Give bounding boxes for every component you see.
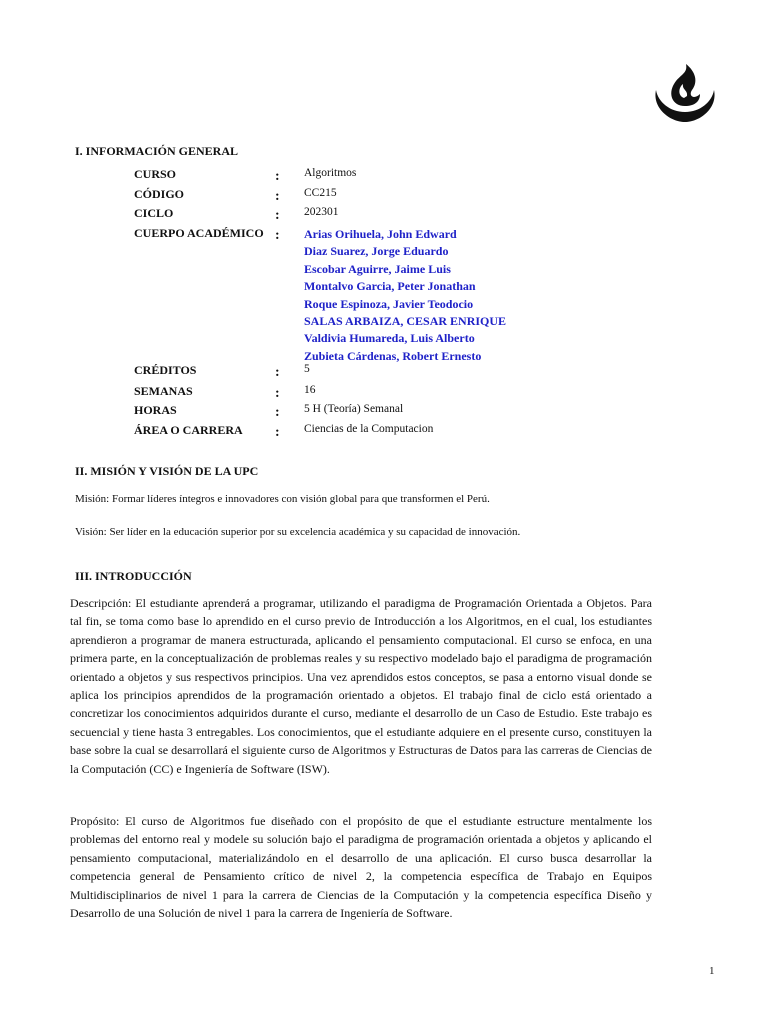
curso-value: Algoritmos — [304, 167, 357, 179]
faculty-list — [304, 226, 506, 365]
colon-separator: : — [275, 189, 280, 204]
curso-label: CURSO — [134, 167, 177, 181]
semanas-label: SEMANAS — [134, 384, 193, 398]
area-label: ÁREA O CARRERA — [134, 423, 243, 437]
colon-separator: : — [275, 425, 280, 440]
colon-separator: : — [275, 386, 280, 401]
section-heading-mision-vision: II. MISIÓN Y VISIÓN DE LA UPC — [75, 464, 259, 478]
faculty-member: Zubieta Cárdenas, Robert Ernesto — [304, 348, 482, 363]
info-row-horas — [134, 403, 694, 421]
faculty-member: Escobar Aguirre, Jaime Luis — [304, 261, 451, 276]
page-number: 1 — [709, 965, 715, 977]
faculty-member: SALAS ARBAIZA, CESAR ENRIQUE — [304, 314, 507, 329]
colon-separator: : — [275, 169, 280, 184]
semanas-value: 16 — [304, 384, 316, 396]
colon-separator: : — [275, 228, 280, 243]
section-heading-introduccion: III. INTRODUCCIÓN — [75, 569, 192, 583]
mision-text: Misión: Formar líderes íntegros e innovadores con visión global para que transformen el Perú. — [75, 493, 490, 505]
colon-separator: : — [275, 365, 280, 380]
info-row-cuerpo-academico — [134, 226, 694, 366]
area-value: Ciencias de la Computacion — [304, 423, 434, 435]
faculty-member: Montalvo Garcia, Peter Jonathan — [304, 279, 476, 294]
horas-value: 5 H (Teoría) Semanal — [304, 403, 404, 415]
cuerpo-academico-label: CUERPO ACADÉMICO — [134, 226, 264, 240]
vision-text: Visión: Ser líder en la educación superior por su excelencia académica y su capacidad de innovación. — [75, 526, 521, 538]
faculty-member: Diaz Suarez, Jorge Eduardo — [304, 244, 449, 259]
info-row-area — [134, 423, 694, 441]
faculty-member: Arias Orihuela, John Edward — [304, 227, 457, 241]
info-row-semanas — [134, 384, 694, 402]
ciclo-value: 202301 — [304, 206, 339, 218]
colon-separator: : — [275, 208, 280, 223]
descripcion-paragraph: Descripción: El estudiante aprenderá a programar, utilizando el paradigma de Programación Orientada a Objetos. Para tal fin, se toma como base lo aprendido en el curso previo de Introducción a los Algoritmos, en el cual, los estudiantes aprendieron a programar de manera estructurada, aplicando el pensamiento computacional. El curso se enfoca, en una primera parte, en la conceptualización de problemas reales y su respectivo modelado bajo el paradigma de programación orientado a objetos y sus respectivos principios. Una vez aprendidos estos conceptos, se pasa a entorno visual donde se aplica los principios aprendidos de la programación orientado a objetos. El trabajo final de ciclo está orientado a concretizar los conocimientos adquiridos durante el curso, mediante el desarrollo de un Caso de Estudio. Este trabajo es secuencial y tiene hasta 3 entregables. Los conocimientos, que el estudiante adquiere en el presente curso, constituyen la base sobre la cual se desarrollará el siguiente curso de Algoritmos y Estructuras de Datos para las carreras de Ciencias de la Computación (CC) e Ingeniería de Software (ISW). — [70, 596, 652, 776]
ciclo-label: CICLO — [134, 206, 174, 220]
proposito-paragraph: Propósito: El curso de Algoritmos fue diseñado con el propósito de que el estudiante estructure mentalmente los problemas del entorno real y modele su solución bajo el paradigma de programación orientada a objetos y aplicando el pensamiento computacional, materializándolo en el desarrollo de una aplicación. El curso busca desarrollar la competencia general de Pensamiento crítico de nivel 2, la competencia específica de Trabajo en Equipos Multidisciplinarios de nivel 1 para la carrera de Ciencias de la Computación y la competencia específica Diseño y Desarrollo de una Solución de nivel 1 para la carrera de Ingeniería de Software. — [70, 814, 652, 921]
codigo-label: CÓDIGO — [134, 187, 185, 201]
faculty-member: Roque Espinoza, Javier Teodocio — [304, 296, 474, 311]
info-row-creditos — [134, 363, 694, 381]
info-row-curso — [134, 167, 694, 185]
faculty-member: Valdivia Humareda, Luis Alberto — [304, 331, 475, 346]
upc-flame-logo-icon — [650, 60, 720, 122]
section-heading-general: I. INFORMACIÓN GENERAL — [75, 144, 239, 158]
colon-separator: : — [275, 405, 280, 420]
creditos-label: CRÉDITOS — [134, 363, 197, 377]
creditos-value: 5 — [304, 363, 310, 375]
info-row-ciclo — [134, 206, 694, 224]
horas-label: HORAS — [134, 403, 177, 417]
codigo-value: CC215 — [304, 187, 337, 199]
info-row-codigo — [134, 187, 694, 205]
